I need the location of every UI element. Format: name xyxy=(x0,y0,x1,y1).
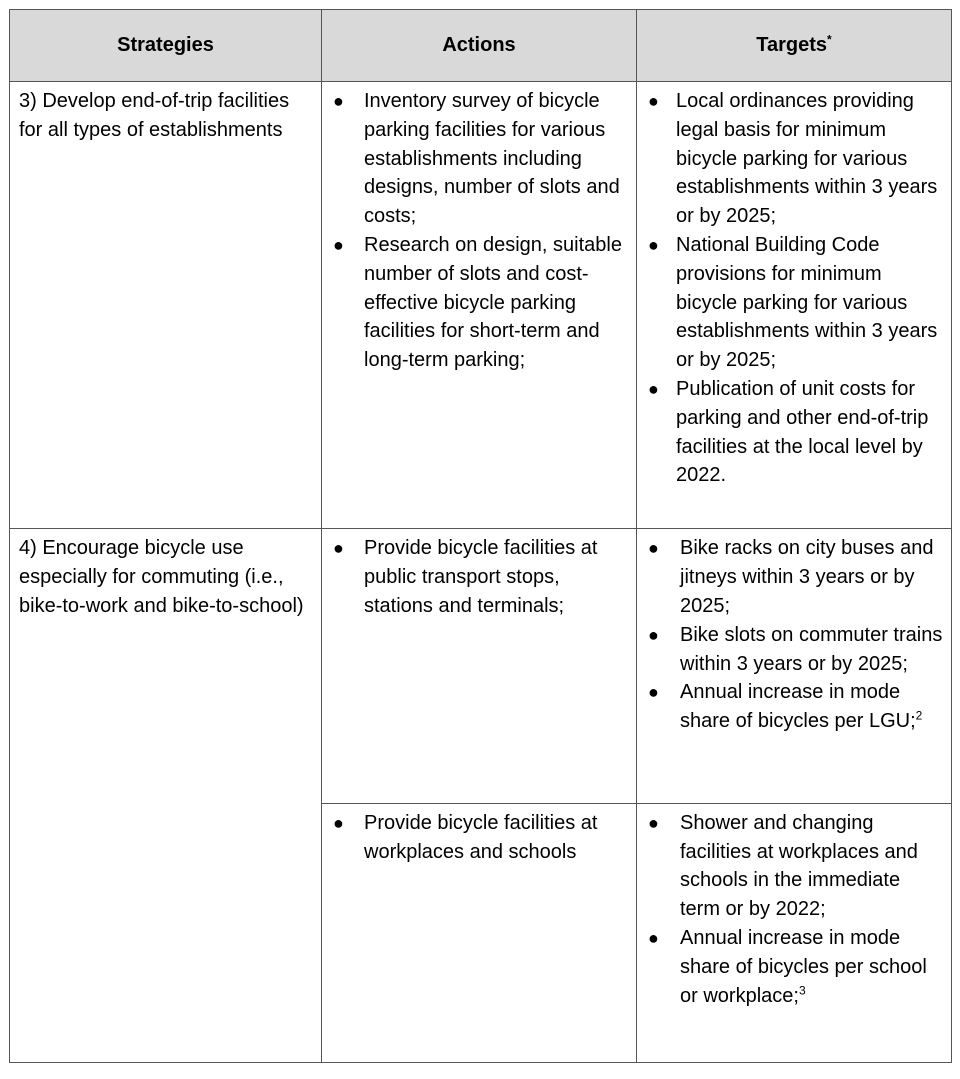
targets-list xyxy=(637,804,951,1011)
targets-list xyxy=(637,529,951,736)
header-targets-label: Targets xyxy=(756,34,828,57)
footnote-mark: 3 xyxy=(798,982,806,997)
targets-cell xyxy=(637,803,952,1062)
list-item xyxy=(648,231,945,375)
header-row xyxy=(10,10,952,82)
header-strategies: Strategies xyxy=(10,10,322,82)
bullet-icon: ● xyxy=(648,91,659,111)
bullet-icon: ● xyxy=(648,378,659,399)
bullet-icon: ● xyxy=(333,91,344,111)
actions-cell xyxy=(322,82,637,529)
target-text: Annual increase in mode share of bicycles per LGU; xyxy=(680,681,916,733)
target-text: Publication of unit costs for parking and other end-of-trip facilities at the local level by 2022. xyxy=(676,377,929,487)
table-row xyxy=(10,82,952,529)
targets-list xyxy=(637,82,951,490)
bullet-icon: ● xyxy=(333,538,344,559)
bullet-icon: ● xyxy=(333,234,344,255)
header-actions: Actions xyxy=(322,10,637,82)
targets-cell xyxy=(637,82,952,529)
action-text: Provide bicycle facilities at public transport stops, stations and terminals; xyxy=(364,537,598,618)
target-text: Bike racks on city buses and jitneys within 3 years or by 2025; xyxy=(680,537,934,618)
list-item xyxy=(648,809,945,924)
targets-cell xyxy=(637,529,952,803)
target-text: Annual increase in mode share of bicycles per school or workplace; xyxy=(680,926,927,1007)
list-item xyxy=(648,375,945,490)
table-row xyxy=(10,529,952,803)
bullet-icon: ● xyxy=(648,812,659,833)
action-text: Inventory survey of bicycle parking facilities for various establishments including designs, number of slots and costs; xyxy=(364,90,620,228)
list-item xyxy=(333,809,630,867)
bullet-icon: ● xyxy=(648,234,659,255)
actions-cell xyxy=(322,529,637,803)
target-text: Shower and changing facilities at workplaces and schools in the immediate term or by 2022; xyxy=(680,811,918,921)
list-item xyxy=(648,621,945,679)
strategy-cell: 4) Encourage bicycle use especially for commuting (i.e., bike-to-work and bike-to-school) xyxy=(10,529,322,1063)
list-item xyxy=(333,231,630,375)
target-text: Bike slots on commuter trains within 3 years or by 2025; xyxy=(680,623,943,675)
list-item xyxy=(648,678,945,736)
bullet-icon: ● xyxy=(648,538,659,559)
target-text: National Building Code provisions for minimum bicycle parking for various establishments within 3 years or by 2025; xyxy=(676,233,938,372)
header-targets xyxy=(637,10,952,82)
footnote-mark: 2 xyxy=(915,708,923,723)
list-item xyxy=(333,534,630,620)
actions-list xyxy=(322,529,636,620)
bullet-icon: ● xyxy=(648,682,659,703)
target-text: Local ordinances providing legal basis for minimum bicycle parking for various establishments within 3 years or by 2025; xyxy=(676,90,938,228)
list-item xyxy=(648,924,945,1010)
actions-list xyxy=(322,804,636,867)
action-text: Research on design, suitable number of slots and cost-effective bicycle parking facilities for short-term and long-term parking; xyxy=(364,233,622,372)
list-item xyxy=(648,87,945,231)
actions-cell xyxy=(322,803,637,1062)
targets-footnote-mark: * xyxy=(827,32,832,47)
bullet-icon: ● xyxy=(648,624,659,645)
strategy-cell: 3) Develop end-of-trip facilities for all types of establishments xyxy=(10,82,322,529)
bullet-icon: ● xyxy=(333,812,344,833)
actions-list xyxy=(322,82,636,375)
action-text: Provide bicycle facilities at workplaces and schools xyxy=(364,811,598,863)
bullet-icon: ● xyxy=(648,927,659,948)
list-item xyxy=(333,87,630,231)
list-item xyxy=(648,534,945,620)
strategies-table xyxy=(9,9,952,1063)
